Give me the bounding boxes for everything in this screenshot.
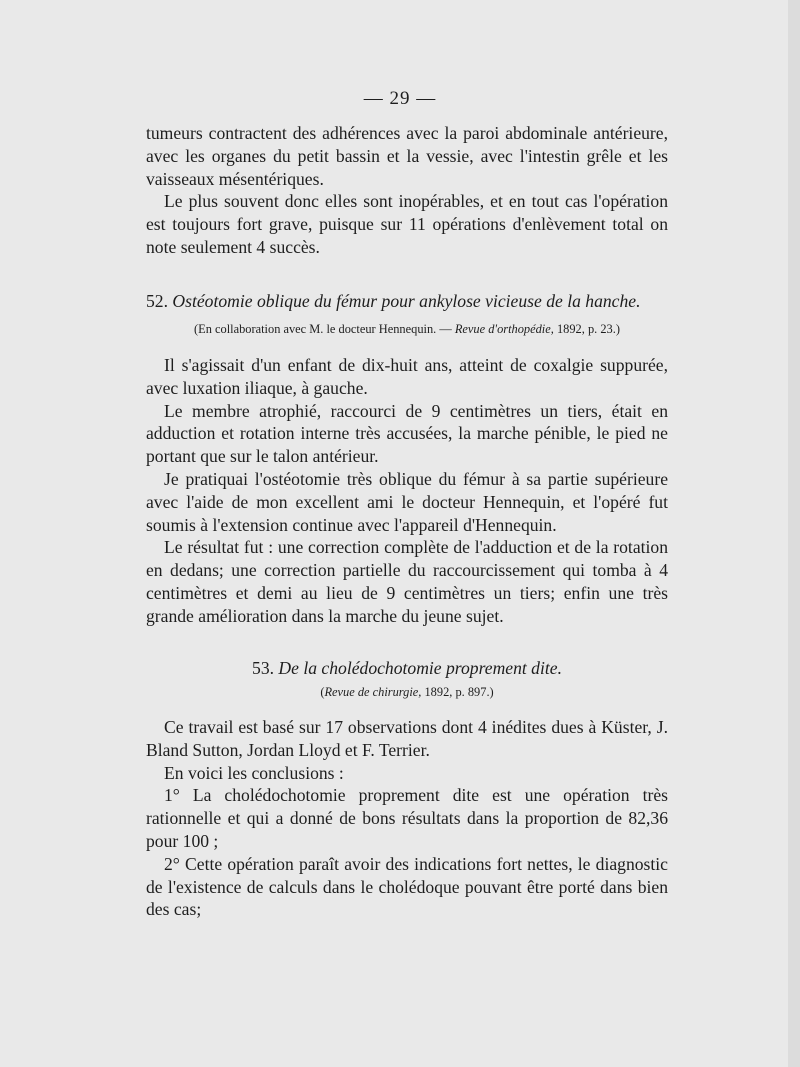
paragraph: Le membre atrophié, raccourci de 9 centimètres un tiers, était en adduction et rotation interne très accusées, la marche pénible, le pied ne portant que sur le talon antérieur.: [146, 400, 668, 467]
section-number: 52.: [146, 291, 168, 311]
reference-open: (: [320, 685, 325, 699]
page-edge: [788, 0, 800, 1067]
opening-text-block: [146, 122, 668, 259]
reference-suffix: 1892, p. 23.): [556, 322, 620, 336]
section-53-body: [146, 716, 668, 921]
paragraph: En voici les conclusions :: [164, 762, 344, 783]
section-reference-52: [146, 322, 668, 337]
section-52-body: [146, 354, 668, 628]
reference-journal: Revue de chirurgie,: [324, 685, 422, 699]
paragraph: Le plus souvent donc elles sont inopérables, et en tout cas l'opération est toujours fort grave, puisque sur 11 opérations d'enlèvement total on note seulement 4 succès.: [146, 191, 668, 257]
paragraph: tumeurs contractent des adhérences avec la paroi abdominale antérieure, avec les organes du petit bassin et la vessie, avec l'intestin grêle et les vaisseaux mésentériques.: [146, 123, 668, 189]
section-reference-53: [146, 685, 668, 700]
paragraph: Le résultat fut : une correction complète de l'adduction et de la rotation en dedans; une correction partielle du raccourcissement qui tomba à 4 centimètres et demi au lieu de 9 centimètres un tiers; enfin une très grande amélioration dans la marche du jeune sujet.: [146, 537, 668, 626]
reference-prefix: (En collaboration avec M. le docteur Hennequin. —: [194, 322, 452, 336]
section-title: Ostéotomie oblique du fémur pour ankylose vicieuse de la hanche.: [172, 291, 641, 311]
section-title: De la cholédochotomie proprement dite.: [278, 658, 562, 678]
paragraph: Il s'agissait d'un enfant de dix-huit ans, atteint de coxalgie suppurée, avec luxation iliaque, à gauche.: [146, 355, 668, 398]
page-number: — 29 —: [363, 88, 437, 109]
paragraph: 1° La cholédochotomie proprement dite est une opération très rationnelle et qui a donné de bons résultats dans la proportion de 82,36 pour 100 ;: [146, 785, 668, 851]
section-heading-53: [146, 657, 668, 679]
paragraph: Je pratiquai l'ostéotomie très oblique du fémur à sa partie supérieure avec l'aide de mon excellent ami le docteur Hennequin, et l'opéré fut soumis à l'extension continue avec l'appareil d'Hennequin.: [146, 468, 668, 535]
section-heading-52: [146, 290, 668, 312]
section-number: 53.: [252, 658, 275, 678]
paragraph: Ce travail est basé sur 17 observations dont 4 inédites dues à Küster, J. Bland Sutton, Jordan Lloyd et F. Terrier.: [146, 717, 668, 760]
paragraph: 2° Cette opération paraît avoir des indications fort nettes, le diagnostic de l'existence de calculs dans le cholédoque pouvant être porté dans bien des cas;: [146, 853, 668, 920]
reference-suffix: 1892, p. 897.): [424, 685, 494, 699]
reference-journal: Revue d'orthopédie,: [454, 322, 554, 336]
